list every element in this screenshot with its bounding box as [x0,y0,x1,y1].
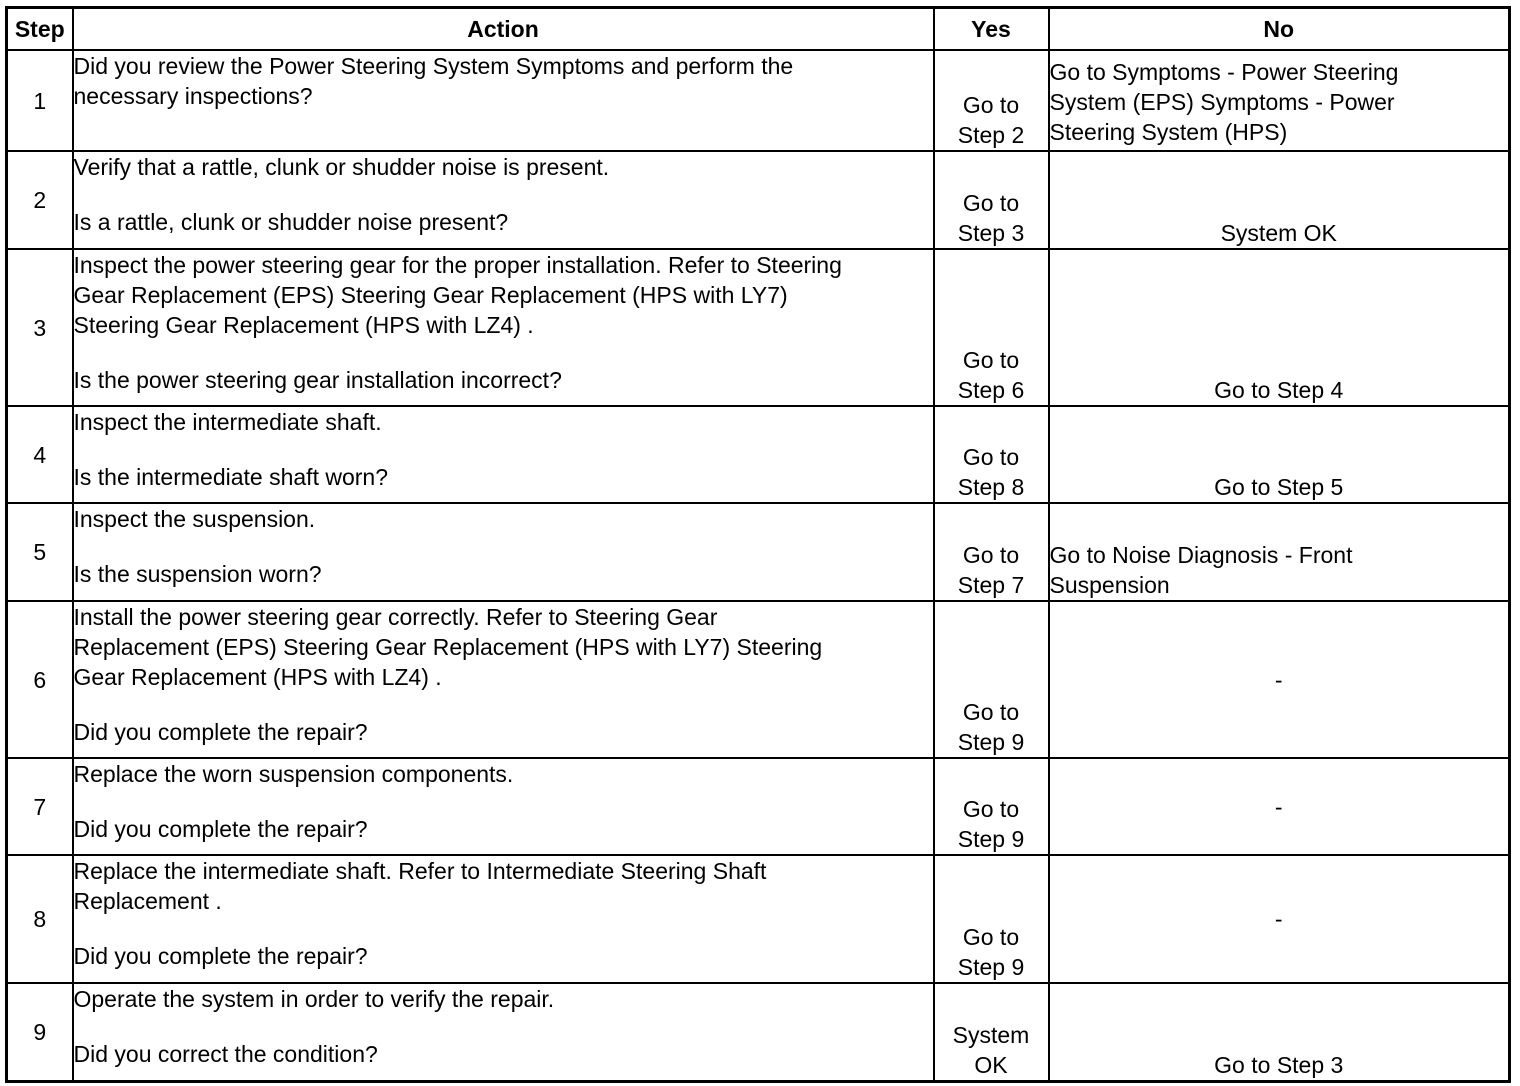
yes-text-line: Step 7 [957,572,1025,598]
step-number: 8 [7,855,73,983]
yes-cell [934,151,1049,249]
action-cell [73,758,934,855]
no-text-line: System (EPS) Symptoms - Power [1049,89,1395,115]
action-text-line: Replacement (EPS) Steering Gear Replacement (HPS with LY7) Steering [73,634,823,660]
step-number: 4 [7,406,73,503]
yes-text-line: Go to [962,347,1020,373]
table-row [7,601,1510,758]
yes-text-line: Step 3 [957,220,1025,246]
yes-cell [934,758,1049,855]
yes-text-line: Go to [962,796,1020,822]
no-cell [1049,855,1510,983]
no-text-line: Go to Step 4 [1214,377,1344,403]
table-row [7,983,1510,1081]
yes-column-header: Yes [934,8,1049,51]
no-cell [1049,503,1510,601]
yes-text-line: Go to [962,444,1020,470]
action-text-line: Inspect the intermediate shaft. [73,409,382,435]
yes-text-line: Step 2 [957,122,1025,148]
question-text: Did you complete the repair? [73,816,368,842]
yes-cell [934,249,1049,406]
no-text-line: Suspension [1049,572,1170,598]
action-text-line: Verify that a rattle, clunk or shudder noise is present. [73,154,610,180]
step-number: 3 [7,249,73,406]
action-cell [73,983,934,1081]
yes-cell [934,50,1049,151]
no-text-line: - [1274,666,1283,693]
no-cell [1049,406,1510,503]
step-number: 9 [7,983,73,1081]
action-text-line: Replace the intermediate shaft. Refer to Intermediate Steering Shaft [73,858,767,884]
question-text: Is the suspension worn? [73,561,322,587]
yes-text-line: Go to [962,92,1020,118]
step-number: 6 [7,601,73,758]
diagnostic-table [5,6,1511,1083]
step-column-header: Step [7,8,73,51]
action-text-line: necessary inspections? [73,83,313,109]
table-row [7,249,1510,406]
action-text-line: Gear Replacement (EPS) Steering Gear Replacement (HPS with LY7) [73,282,788,308]
action-text-line: Inspect the suspension. [73,506,316,532]
action-text-line: Replacement . [73,888,222,914]
table-row [7,406,1510,503]
question-text: Did you complete the repair? [73,943,368,969]
action-cell [73,503,934,601]
yes-text-line: System [952,1021,1030,1048]
yes-text-line: OK [974,1051,1008,1078]
yes-cell [934,855,1049,983]
step-number: 5 [7,503,73,601]
step-number: 2 [7,151,73,249]
no-text-line: Go to Noise Diagnosis - Front [1049,542,1353,568]
action-cell [73,50,934,151]
no-column-header: No [1049,8,1510,51]
no-text-line: - [1274,793,1283,820]
yes-cell [934,601,1049,758]
table-row [7,758,1510,855]
no-cell [1049,249,1510,406]
yes-text-line: Go to [962,542,1020,568]
question-text: Is a rattle, clunk or shudder noise present? [73,209,509,235]
question-text: Is the power steering gear installation incorrect? [73,367,562,393]
yes-cell [934,983,1049,1081]
no-cell [1049,151,1510,249]
yes-text-line: Step 6 [957,377,1025,403]
question-text: Did you complete the repair? [73,719,368,745]
action-text-line: Did you review the Power Steering System Symptoms and perform the [73,53,794,79]
no-text-line: Go to Symptoms - Power Steering [1049,59,1399,85]
yes-text-line: Step 9 [957,954,1025,980]
action-text-line: Gear Replacement (HPS with LZ4) . [73,664,442,690]
action-text-line: Install the power steering gear correctly. Refer to Steering Gear [73,604,718,630]
no-text-line: System OK [1220,220,1337,246]
no-cell [1049,983,1510,1081]
action-text-line: Replace the worn suspension components. [73,761,514,787]
question-text: Did you correct the condition? [73,1041,378,1067]
no-cell [1049,50,1510,151]
yes-text-line: Step 9 [957,826,1025,852]
yes-cell [934,503,1049,601]
yes-text-line: Step 9 [957,729,1025,755]
no-text-line: Go to Step 3 [1214,1051,1344,1078]
header-row [7,8,1510,51]
no-text-line: - [1274,906,1283,932]
table-row [7,503,1510,601]
action-cell [73,249,934,406]
table-row [7,50,1510,151]
action-text-line: Steering Gear Replacement (HPS with LZ4) . [73,312,534,338]
yes-text-line: Go to [962,699,1020,725]
action-text-line: Operate the system in order to verify the repair. [73,986,555,1012]
step-number: 1 [7,50,73,151]
yes-cell [934,406,1049,503]
action-cell [73,855,934,983]
table-row [7,855,1510,983]
yes-text-line: Go to [962,924,1020,950]
table-row [7,151,1510,249]
no-text-line: Go to Step 5 [1214,474,1344,500]
no-text-line: Steering System (HPS) [1049,119,1288,145]
action-column-header: Action [73,8,934,51]
yes-text-line: Step 8 [957,474,1025,500]
question-text: Is the intermediate shaft worn? [73,464,388,490]
no-cell [1049,758,1510,855]
action-cell [73,601,934,758]
action-text-line: Inspect the power steering gear for the proper installation. Refer to Steering [73,252,842,278]
step-number: 7 [7,758,73,855]
yes-text-line: Go to [962,190,1020,216]
action-cell [73,151,934,249]
action-cell [73,406,934,503]
no-cell [1049,601,1510,758]
